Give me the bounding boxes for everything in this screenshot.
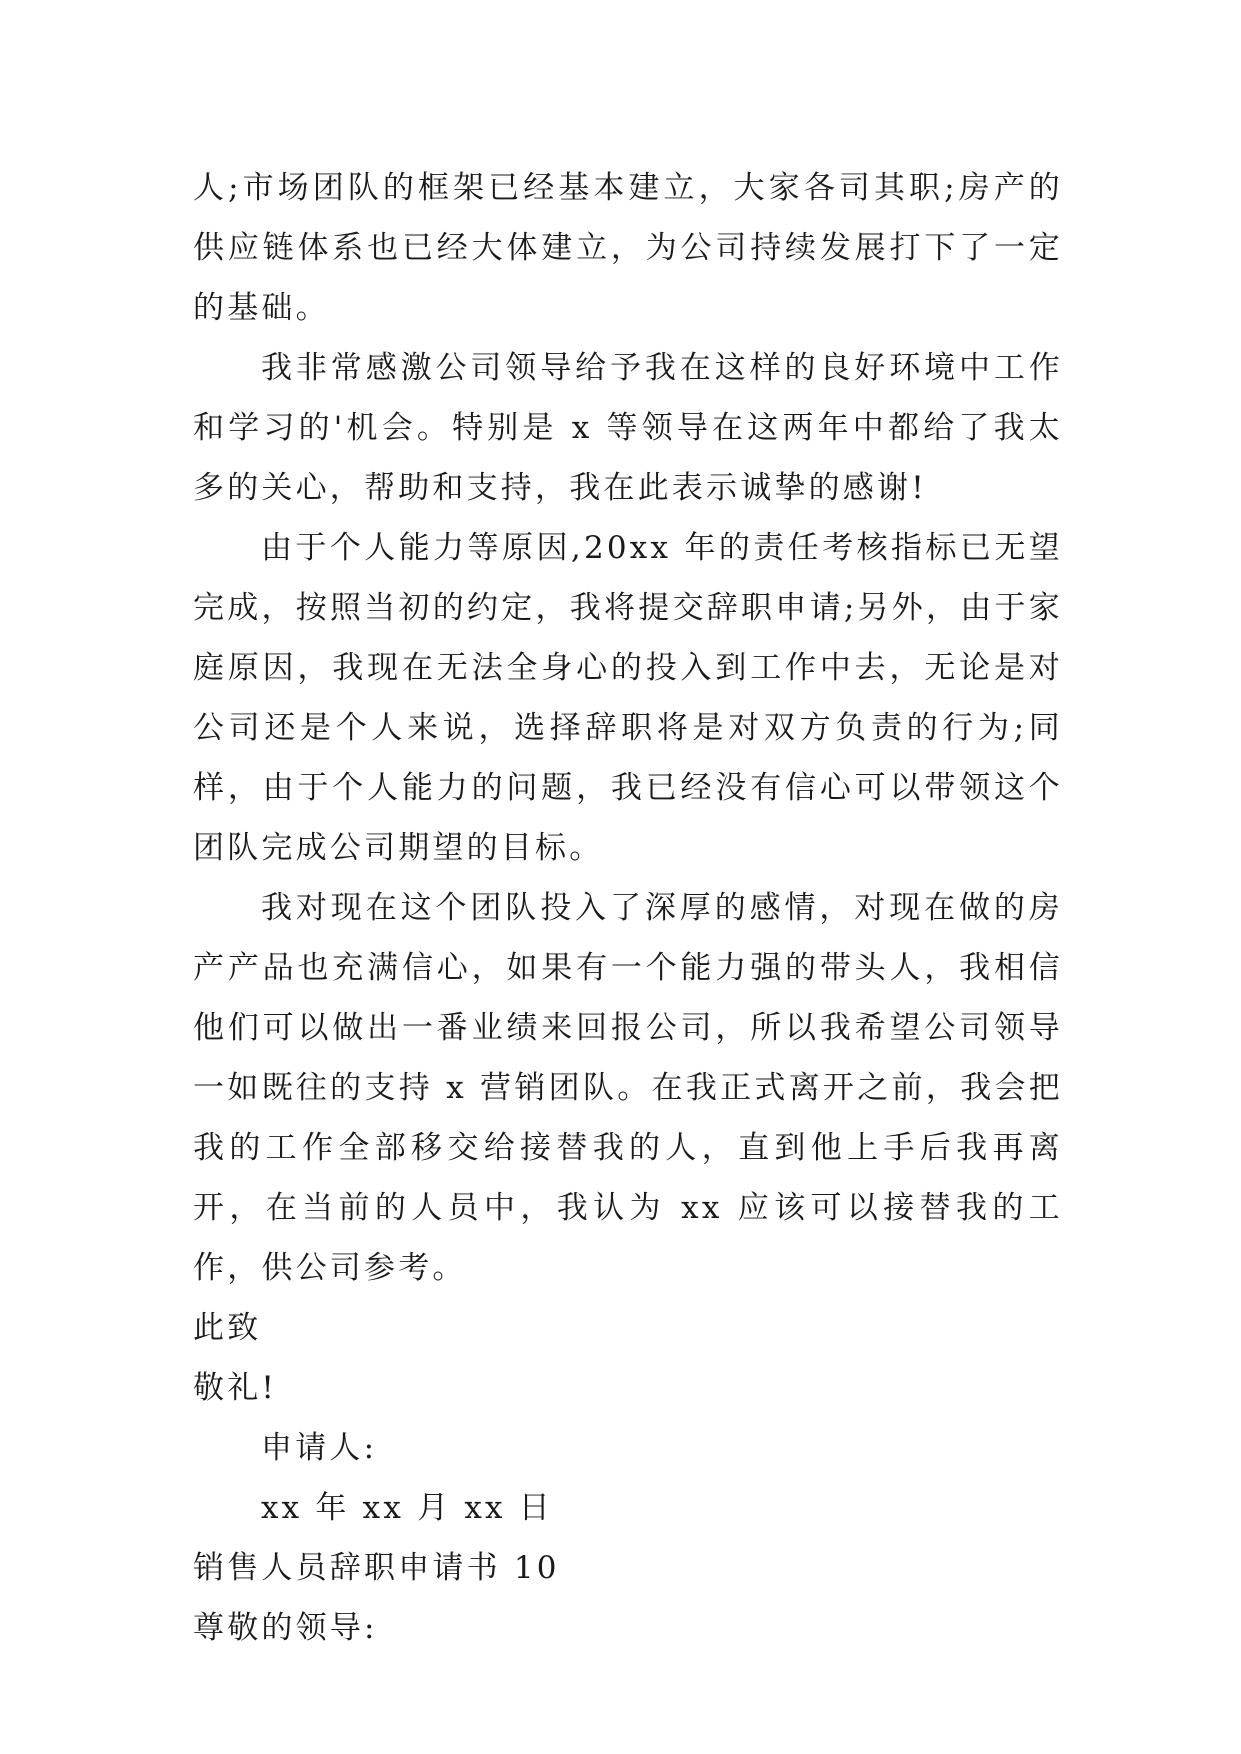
paragraph-resignation-reason: 由于个人能力等原因,20xx 年的责任考核指标已无望完成，按照当初的约定，我将提交辞职申请;另外，由于家庭原因，我现在无法全身心的投入到工作中去，无论是对公司还是个人来说，选择辞职将是对双方负责的行为;同样，由于个人能力的问题，我已经没有信心可以带领这个团队完成公司期望的目标。 xyxy=(193,530,1063,866)
next-letter-salutation: 尊敬的领导: xyxy=(193,1610,378,1646)
paragraph-team-framework: 人;市场团队的框架已经基本建立，大家各司其职;房产的供应链体系也已经大体建立，为公司持续发展打下了一定的基础。 xyxy=(193,170,1063,326)
letter-body xyxy=(193,158,1063,1658)
paragraph-handover: 我对现在这个团队投入了深厚的感情，对现在做的房产产品也充满信心，如果有一个能力强的带头人，我相信他们可以做出一番业绩来回报公司，所以我希望公司领导一如既往的支持 x 营销团队。在我正式离开之前，我会把我的工作全部移交给接替我的人，直到他上手后我再离开，在当前的人员中，我认为 xx 应该可以接替我的工作，供公司参考。 xyxy=(193,890,1063,1286)
paragraph-gratitude: 我非常感激公司领导给予我在这样的良好环境中工作和学习的'机会。特别是 x 等领导在这两年中都给了我太多的关心，帮助和支持，我在此表示诚挚的感谢! xyxy=(193,350,1063,506)
signature-date: xx 年 xx 月 xx 日 xyxy=(261,1490,553,1526)
next-letter-title: 销售人员辞职申请书 10 xyxy=(193,1550,560,1586)
closing-jingli: 敬礼! xyxy=(193,1370,278,1406)
closing-cizhi: 此致 xyxy=(193,1310,262,1346)
applicant-label: 申请人: xyxy=(261,1430,378,1466)
